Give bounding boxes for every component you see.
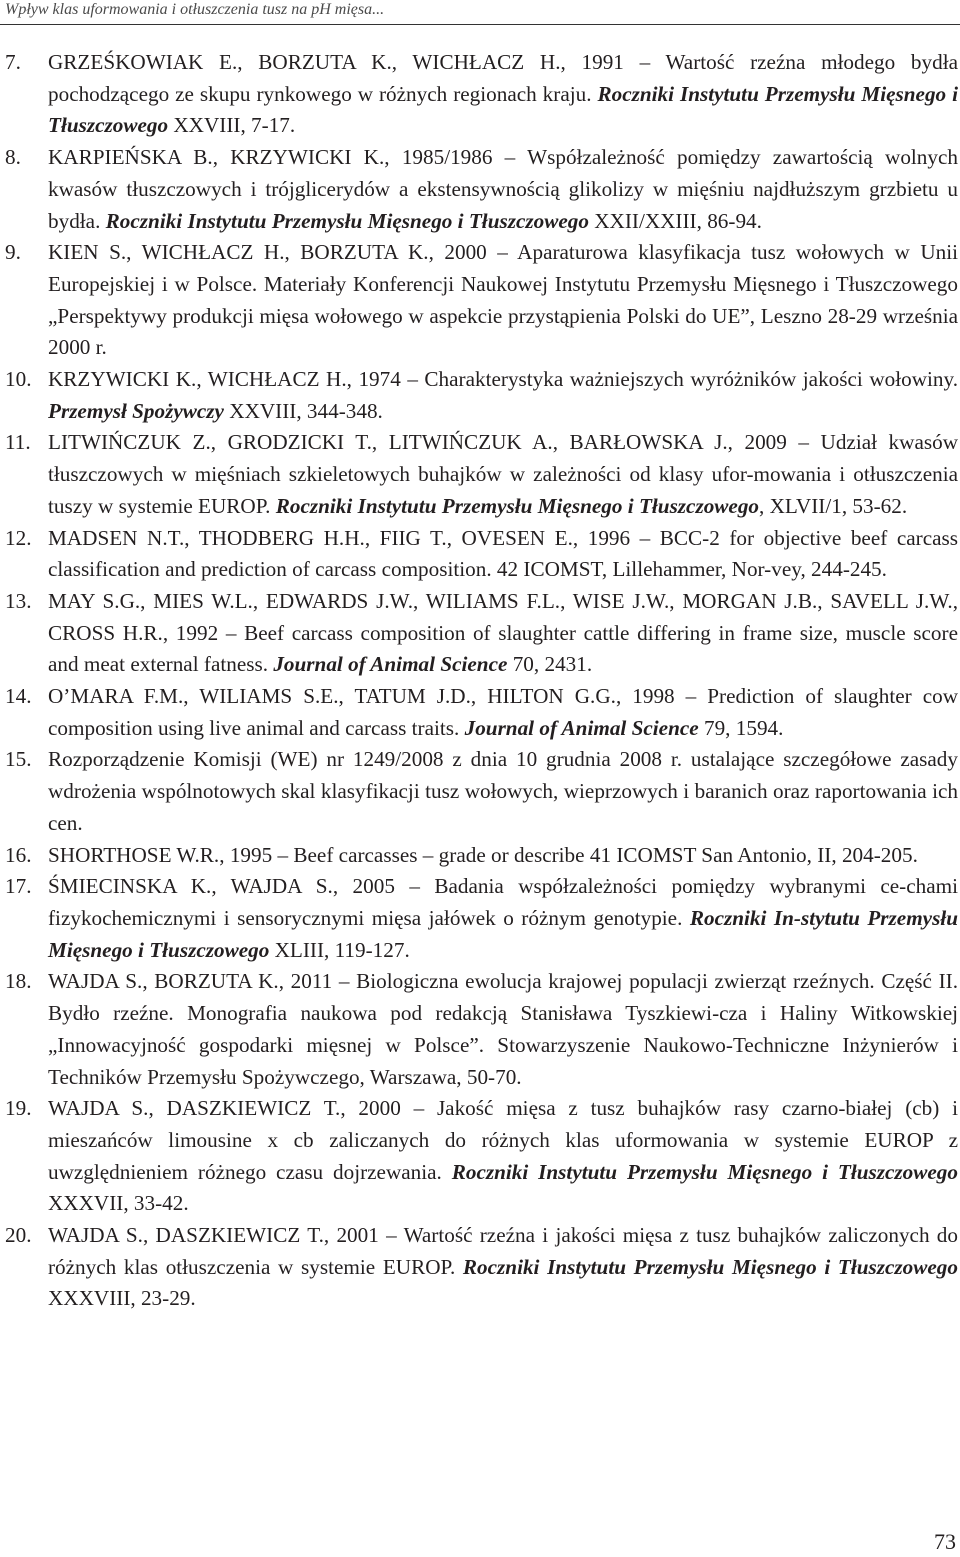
reference-item	[0, 237, 960, 364]
reference-number: 13.	[5, 588, 32, 613]
reference-journal: Roczniki Instytutu Przemysłu Mięsnego i Tłuszczowego	[48, 81, 958, 138]
reference-authors: WAJDA S., DASZKIEWICZ T.	[48, 1096, 341, 1121]
reference-number: 18.	[5, 969, 32, 994]
reference-item	[0, 586, 960, 681]
reference-journal: Roczniki Instytutu Przemysłu Mięsnego i Tłuszczowego	[462, 1254, 958, 1279]
reference-authors: SHORTHOSE W.R.	[48, 842, 220, 867]
reference-volume: XXII/XXIII, 86-94.	[588, 208, 762, 233]
reference-text: , 1985/1986 – Współzależność pomiędzy zawartością wolnych kwasów tłuszczowych i trójglicerydów a ekstensywnością glikolizy w mięśniu najdłuższym grzbietu u bydła.	[48, 145, 958, 233]
reference-item	[0, 840, 960, 872]
reference-volume: 79, 1594.	[698, 715, 784, 740]
reference-number: 8.	[5, 145, 21, 170]
reference-text: , 2001 – Wartość rzeźna i jakości mięsa z tusz buhajków zaliczonych do różnych klas otłuszczenia w systemie EUROP.	[48, 1223, 958, 1279]
reference-number: 19.	[5, 1096, 32, 1121]
reference-text: , 2009 – Udział kwasów tłuszczowych w mięśniach szkieletowych buhajków w zależności od klasy ufor-mowania i otłuszczenia tuszy w systemie EUROP.	[48, 430, 958, 518]
reference-item	[0, 364, 960, 427]
reference-text: , 2005 – Badania współzależności pomiędzy wybranymi ce-chami fizykochemicznymi i sensorycznymi mięsa jałówek o różnym genotypie.	[48, 874, 959, 930]
reference-authors: KARPIEŃSKA B., KRZYWICKI K.	[48, 145, 385, 170]
reference-number: 15.	[5, 747, 32, 772]
reference-number: 12.	[5, 525, 32, 550]
reference-authors: KRZYWICKI K., WICHŁACZ H.	[48, 367, 347, 392]
reference-journal: Journal of Animal Science	[464, 715, 699, 740]
reference-volume: XXXVII, 33-42.	[48, 1191, 189, 1216]
reference-authors: WAJDA S., BORZUTA K.	[48, 969, 279, 994]
reference-text: , 1996 – BCC-2 for objective beef carcass classification and prediction of carcass composition. 42 ICOMST, Lillehammer, Nor-vey, 244-245.	[48, 525, 958, 582]
reference-text: , 2000 – Jakość mięsa z tusz buhajków rasy czarno-białej (cb) i mieszańców limousine x cb zaliczanych do różnych klas uformowania w systemie EUROP z uwzględnieniem różnego czasu dojrzewania.	[48, 1096, 958, 1184]
reference-item	[0, 681, 960, 744]
reference-item	[0, 142, 960, 237]
reference-volume: XXVIII, 7-17.	[168, 113, 296, 138]
reference-journal: Roczniki Instytutu Przemysłu Mięsnego i Tłuszczowego	[451, 1159, 958, 1184]
reference-list	[0, 47, 960, 1315]
reference-volume: 70, 2431.	[507, 652, 593, 677]
reference-item	[0, 427, 960, 522]
reference-volume: XXVIII, 344-348.	[223, 398, 383, 423]
reference-volume: XLIII, 119-127.	[269, 937, 410, 962]
reference-volume: , XLVII/1, 53-62.	[759, 493, 908, 518]
reference-item	[0, 523, 960, 586]
page-number: 73	[934, 1529, 956, 1554]
reference-authors: WAJDA S., DASZKIEWICZ T.	[48, 1223, 324, 1248]
reference-item	[0, 744, 960, 839]
header-rule	[0, 24, 960, 25]
reference-text: , 1992 – Beef carcass composition of slaughter cattle differing in frame size, muscle score and meat external fatness.	[48, 620, 958, 677]
reference-item	[0, 47, 960, 142]
reference-item	[0, 1093, 960, 1220]
reference-journal: Roczniki In-stytutu Przemysłu Mięsnego i Tłuszczowego	[48, 905, 958, 962]
reference-item	[0, 1220, 960, 1315]
reference-number: 16.	[5, 842, 32, 867]
reference-authors: LITWIŃCZUK Z., GRODZICKI T., LITWIŃCZUK A., BARŁOWSKA J.	[48, 430, 728, 455]
reference-text: , 1991 – Wartość rzeźna młodego bydła pochodzącego ze skupu rynkowego w różnych regionach kraju.	[48, 50, 958, 106]
reference-text: , 2000 – Aparaturowa klasyfikacja tusz wołowych w Unii Europejskiej i w Polsce. Materiały Konferencji Naukowej Instytutu Przemysłu Mięsnego i Tłuszczowego „Perspektywy produkcji mięsa wołowego w aspekcie przystąpienia Polski do UE”, Leszno 28-29 września 2000 r.	[48, 240, 958, 360]
reference-authors: GRZEŚKOWIAK E., BORZUTA K., WICHŁACZ H.	[48, 50, 561, 74]
reference-authors: O’MARA F.M., WILIAMS S.E., TATUM J.D., HILTON G.G.	[48, 684, 616, 709]
reference-item	[0, 871, 960, 966]
reference-journal: Przemysł Spożywczy	[48, 398, 224, 423]
reference-journal: Journal of Animal Science	[273, 652, 508, 677]
reference-journal: Roczniki Instytutu Przemysłu Mięsnego i Tłuszczowego	[275, 493, 760, 518]
reference-journal: Roczniki Instytutu Przemysłu Mięsnego i Tłuszczowego	[105, 208, 589, 233]
reference-text: , 1998 – Prediction of slaughter cow composition using live animal and carcass traits.	[48, 684, 958, 740]
reference-text: , 2011 – Biologiczna ewolucja krajowej populacji zwierząt rzeźnych. Część II. Bydło rzeźne. Monografia naukowa pod redakcją Stanisława Tyszkiewi-cza i Haliny Witkowskiej „Innowacyjność gospodarki mięsnej w Polsce”. Stowarzyszenie Naukowo-Techniczne Inżynierów i Techników Przemysłu Spożywczego, Warszawa, 50-70.	[48, 969, 958, 1089]
running-header: Wpływ klas uformowania i otłuszczenia tusz na pH mięsa...	[5, 1, 385, 18]
reference-number: 11.	[5, 430, 31, 455]
reference-item	[0, 966, 960, 1093]
reference-number: 9.	[5, 240, 21, 265]
reference-authors: KIEN S., WICHŁACZ H., BORZUTA K.	[48, 240, 429, 265]
reference-text: , 1974 – Charakterystyka ważniejszych wyróżników jakości wołowiny.	[346, 367, 958, 392]
reference-number: 20.	[5, 1223, 32, 1248]
reference-number: 14.	[5, 684, 32, 709]
reference-text: Rozporządzenie Komisji (WE) nr 1249/2008 z dnia 10 grudnia 2008 r. ustalające szczegółowe zasady wdrożenia wspólnotowych skal klasyfikacji tusz wołowych, wieprzowych i baranich oraz raportowania ich cen.	[48, 747, 958, 835]
reference-number: 7.	[5, 50, 21, 74]
reference-volume: XXXVIII, 23-29.	[48, 1286, 196, 1311]
reference-authors: ŚMIECINSKA K., WAJDA S.	[48, 874, 333, 899]
reference-number: 17.	[5, 874, 32, 899]
reference-authors: MADSEN N.T., THODBERG H.H., FIIG T., OVESEN E.	[48, 525, 573, 550]
reference-number: 10.	[5, 367, 32, 392]
reference-text: , 1995 – Beef carcasses – grade or describe 41 ICOMST San Antonio, II, 204-205.	[219, 842, 918, 867]
reference-authors: MAY S.G., MIES W.L., EDWARDS J.W., WILIAMS F.L., WISE J.W., MORGAN J.B., SAVELL J.W., CROSS H.R.	[48, 588, 958, 645]
